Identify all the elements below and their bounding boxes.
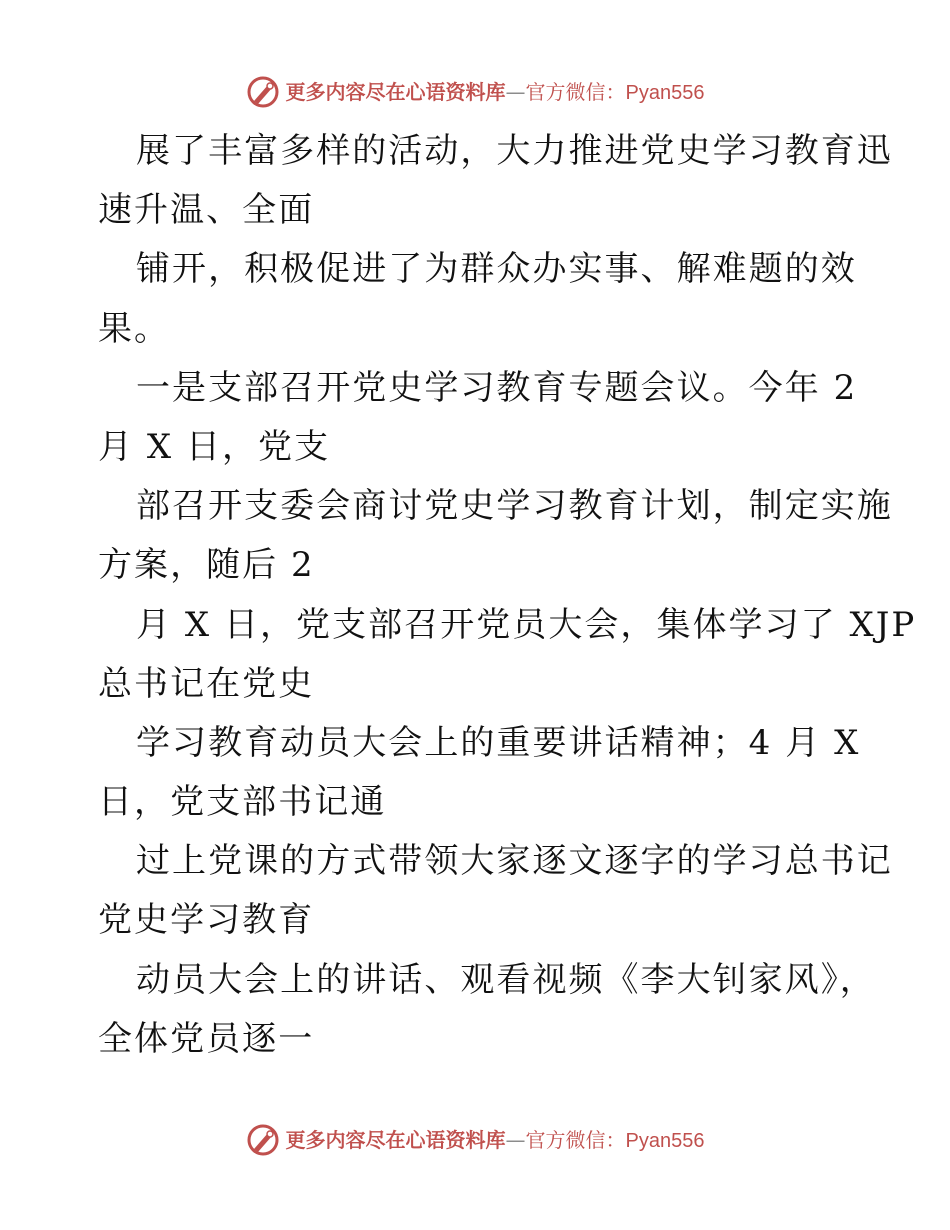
footer-banner-main: 更多内容尽在心语资料库 [285, 1127, 506, 1152]
body-line-12: 日，党支部书记通 [98, 782, 387, 823]
body-line-14: 党史学习教育 [98, 900, 315, 941]
body-line-15: 动员大会上的讲话、观看视频《李大钊家风》， [136, 959, 876, 1000]
body-line-1: 展了丰富多样的活动，大力推进党史学习教育迅 [136, 131, 893, 171]
body-line-3: 铺开，积极促进了为群众办实事、解难题的效 [136, 249, 857, 290]
header-banner-main: 更多内容尽在心语资料库 [285, 79, 506, 104]
body-line-9: 月 X 日，党支部召开党员大会，集体学习了 XJP [136, 604, 917, 645]
footer-banner-id: Pyan556 [625, 1129, 705, 1152]
header-banner [0, 72, 950, 112]
body-line-16: 全体党员逐一 [98, 1018, 315, 1059]
body-line-13: 过上党课的方式带领大家逐文逐字的学习总书记 [136, 841, 893, 882]
body-line-6: 月 X 日，党支 [98, 426, 331, 467]
body-line-8: 方案，随后 2 [98, 545, 315, 586]
footer-banner-text [286, 1120, 705, 1161]
header-banner-id: Pyan556 [625, 81, 705, 104]
body-line-11: 学习教育动员大会上的重要讲话精神；4 月 X [136, 722, 861, 763]
header-banner-dash: — [505, 79, 526, 104]
pen-circle-logo-icon [246, 75, 280, 109]
body-line-7: 部召开支委会商讨党史学习教育计划，制定实施 [136, 486, 893, 527]
footer-banner [0, 1120, 950, 1160]
header-banner-text [286, 72, 705, 113]
footer-banner-sub: 官方微信： [525, 1127, 626, 1152]
body-line-10: 总书记在党史 [98, 663, 315, 704]
pen-circle-logo-icon [246, 1123, 280, 1157]
footer-banner-dash: — [505, 1127, 526, 1152]
body-line-5: 一是支部召开党史学习教育专题会议。今年 2 [136, 367, 858, 408]
document-body [98, 122, 917, 1069]
body-line-4: 果。 [98, 308, 171, 349]
body-line-2: 速升温、全面 [98, 190, 315, 231]
header-banner-sub: 官方微信： [525, 79, 626, 104]
